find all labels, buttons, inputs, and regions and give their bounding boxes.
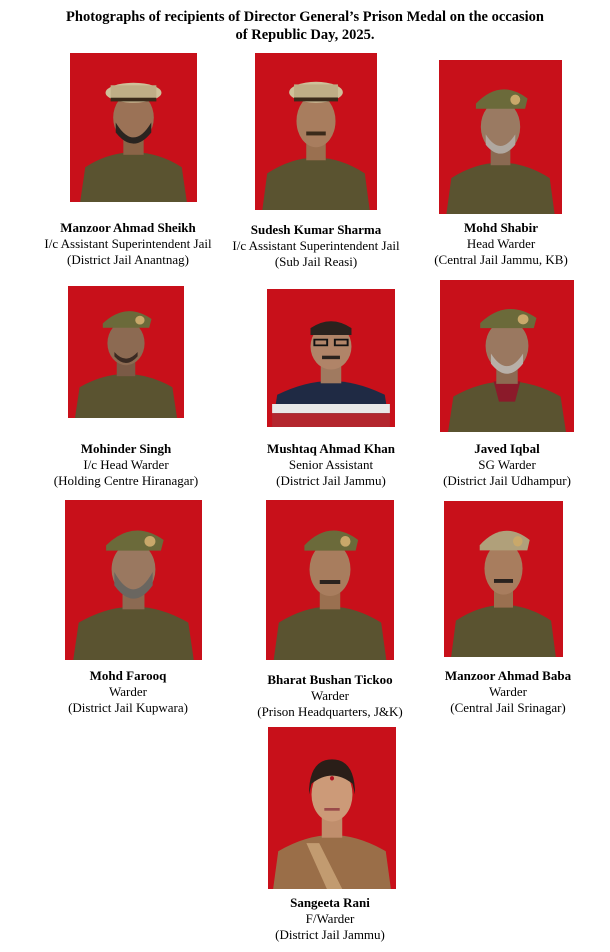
recipient-photo	[267, 289, 395, 427]
recipient-place: (Sub Jail Reasi)	[274, 254, 358, 269]
recipient-caption	[230, 895, 430, 943]
recipient-rank: Warder	[311, 688, 349, 703]
recipient-name: Mohd Farooq	[89, 668, 167, 683]
recipient-photo	[65, 500, 202, 660]
recipient-name: Mohinder Singh	[80, 441, 172, 456]
recipient-name: Javed Iqbal	[474, 441, 540, 456]
recipient-caption	[28, 668, 228, 716]
recipient-rank: SG Warder	[478, 457, 536, 472]
recipient-name: Manzoor Ahmad Sheikh	[60, 220, 196, 235]
recipient-place: (District Jail Kupwara)	[68, 700, 188, 715]
recipient-photo	[70, 53, 197, 202]
officer-cap-portrait	[255, 53, 377, 210]
recipient-rank: F/Warder	[305, 911, 355, 926]
recipient-caption	[407, 441, 607, 489]
recipient-name: Mohd Shabir	[463, 220, 539, 235]
recipient-photo	[440, 280, 574, 432]
title-line-2: of Republic Day, 2025.	[235, 27, 375, 43]
beret-portrait	[444, 501, 563, 657]
recipient-caption	[408, 668, 608, 716]
recipient-rank: Warder	[109, 684, 147, 699]
recipient-name: Manzoor Ahmad Baba	[444, 668, 572, 683]
recipient-place: (District Jail Jammu)	[275, 927, 385, 942]
recipient-caption	[216, 222, 416, 270]
recipient-place: (District Jail Udhampur)	[443, 473, 571, 488]
recipient-caption	[401, 220, 601, 268]
officer-cap-portrait	[70, 53, 197, 202]
recipient-name: Sangeeta Rani	[290, 895, 370, 910]
recipient-caption	[231, 441, 431, 489]
recipient-photo	[268, 727, 396, 889]
recipient-rank: I/c Assistant Superintendent Jail	[44, 236, 212, 251]
recipient-rank: I/c Assistant Superintendent Jail	[232, 238, 400, 253]
recipient-name: Mushtaq Ahmad Khan	[267, 441, 395, 456]
recipient-photo	[255, 53, 377, 210]
recipient-rank: Warder	[489, 684, 527, 699]
recipient-place: (Holding Centre Hiranagar)	[53, 473, 199, 488]
recipient-photo	[439, 60, 562, 214]
recipient-place: (District Jail Jammu)	[276, 473, 386, 488]
recipient-place: (District Jail Anantnag)	[66, 252, 190, 267]
recipient-caption	[26, 441, 226, 489]
recipient-photo	[68, 286, 184, 418]
recipient-photo	[444, 501, 563, 657]
beret-portrait	[65, 500, 202, 660]
recipient-place: (Prison Headquarters, J&K)	[257, 704, 403, 719]
saree-portrait	[268, 727, 396, 889]
title-line-1: Photographs of recipients of Director General’s Prison Medal on the occasion	[66, 9, 544, 25]
recipient-rank: Senior Assistant	[288, 457, 374, 472]
recipient-place: (Central Jail Jammu, KB)	[434, 252, 568, 267]
recipient-caption	[28, 220, 228, 268]
page-title	[0, 8, 610, 44]
beret-portrait	[266, 500, 394, 660]
recipient-rank: I/c Head Warder	[83, 457, 169, 472]
recipient-caption	[230, 672, 430, 720]
recipient-rank: Head Warder	[466, 236, 536, 251]
recipient-name: Sudesh Kumar Sharma	[250, 222, 382, 237]
beret-portrait	[439, 60, 562, 214]
beret-portrait	[68, 286, 184, 418]
recipient-photo	[266, 500, 394, 660]
recipient-name: Bharat Bushan Tickoo	[267, 672, 393, 687]
civilian-portrait	[267, 289, 395, 427]
recipient-place: (Central Jail Srinagar)	[450, 700, 566, 715]
beret-portrait	[440, 280, 574, 432]
